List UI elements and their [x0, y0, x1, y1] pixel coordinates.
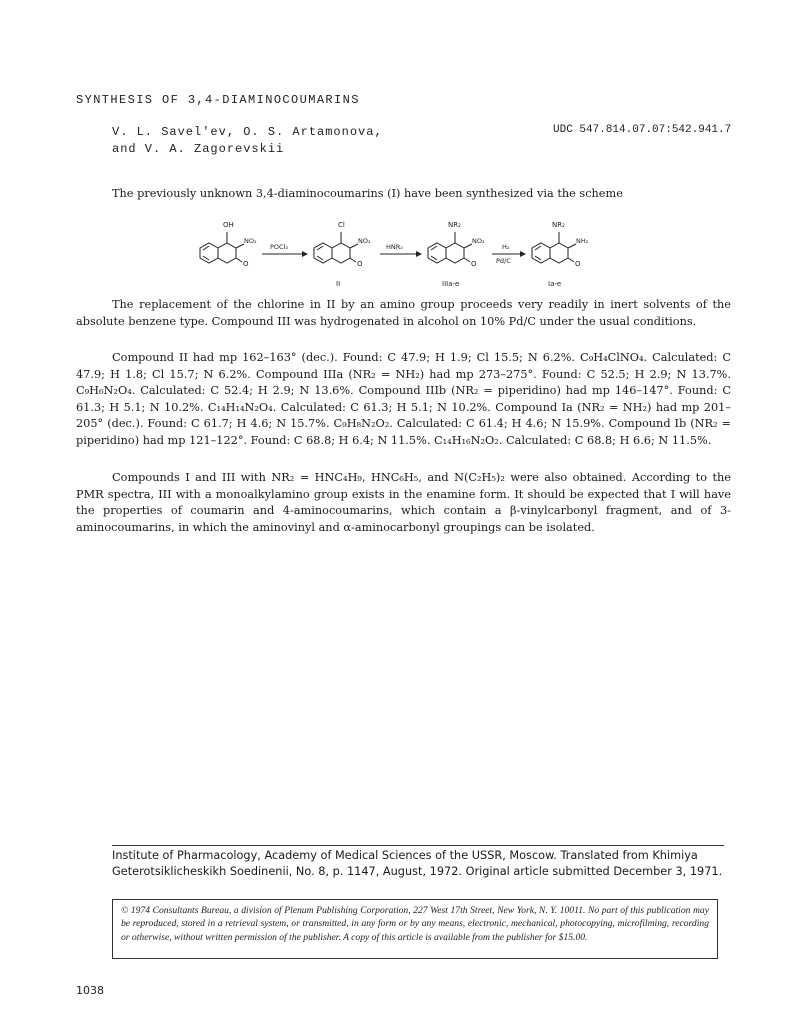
arrow-3-reagent-top: H₂	[502, 243, 510, 251]
compound-3-substituent: NR₂	[448, 221, 461, 229]
arrow-2-head	[416, 251, 422, 257]
compound-3-label: IIIa-e	[442, 280, 460, 288]
compound-3-structure	[428, 221, 485, 288]
compound-1-structure	[200, 221, 257, 268]
article-title: SYNTHESIS OF 3,4-DIAMINOCOUMARINS	[76, 93, 360, 107]
footnote-divider	[112, 845, 724, 846]
compound-4-substituent: NR₂	[552, 221, 565, 229]
authors-line-2: and V. A. Zagorevskii	[112, 142, 285, 156]
arrow-3-reagent-bottom: Pd/C	[496, 257, 511, 265]
affiliation-footnote: Institute of Pharmacology, Academy of Medical Sciences of the USSR, Moscow. Translated from Khimiya Geterotsiklicheskikh Soedinenii, No. 8, p. 1147, August, 1972. Original article submitted December 3, 1971.	[112, 849, 723, 879]
authors-line-1: V. L. Savel'ev, O. S. Artamonova,	[112, 125, 383, 139]
paragraph-3: Compounds I and III with NR₂ = HNC₄H₉, HNC₆H₅, and N(C₂H₅)₂ were also obtained. According to the PMR spectra, III with a monoalkylamino group exists in the enamine form. It should be expected that I will have the properties of coumarin and 4-aminocoumarins, which contain a β-vinylcarbonyl fragment, and of 3-aminocoumarins, in which the aminovinyl and α-aminocarbonyl groupings can be isolated.	[76, 471, 731, 534]
author-list	[112, 124, 383, 158]
reaction-scheme	[190, 210, 610, 300]
compound-2-label: II	[336, 280, 341, 288]
arrow-1-reagent: POCl₃	[270, 243, 288, 251]
compound-1-carbonyl-o: O	[243, 260, 249, 268]
compound-2-carbonyl-o: O	[357, 260, 363, 268]
udc-code: UDC 547.814.07.07:542.941.7	[553, 124, 732, 136]
arrow-3-head	[520, 251, 526, 257]
compound-1-nitro: NO₂	[244, 237, 257, 245]
compound-2-nitro: NO₂	[358, 237, 371, 245]
arrow-2-reagent: HNR₂	[386, 243, 403, 251]
compound-4-label: Ia-e	[548, 280, 562, 288]
compound-2-structure	[314, 221, 371, 288]
compound-3-carbonyl-o: O	[471, 260, 477, 268]
intro-sentence: The previously unknown 3,4-diaminocoumarins (I) have been synthesized via the scheme	[112, 187, 623, 200]
page-number: 1038	[76, 984, 104, 997]
compound-1-substituent: OH	[223, 221, 234, 229]
compound-2-substituent: Cl	[338, 221, 345, 229]
paragraph-1: The replacement of the chlorine in II by an amino group proceeds very readily in inert solvents of the absolute benzene type. Compound III was hydrogenated in alcohol on 10% Pd/C under the usual conditions.	[76, 298, 731, 328]
compound-4-carbonyl-o: O	[575, 260, 581, 268]
copyright-notice: © 1974 Consultants Bureau, a division of Plenum Publishing Corporation, 227 West 17th Street, New York, N. Y. 10011. No part of this publication may be reproduced, stored in a retrieval system, or transmitted, in any form or by any means, electronic, mechanical, photocopying, microfilming, recording or otherwise, without written permission of the publisher. A copy of this article is available from the publisher for $15.00.	[112, 899, 718, 959]
compound-4-amine: NH₂	[576, 237, 589, 245]
compound-3-nitro: NO₂	[472, 237, 485, 245]
arrow-1-head	[302, 251, 308, 257]
paragraph-2: Compound II had mp 162–163° (dec.). Found: C 47.9; H 1.9; Cl 15.5; N 6.2%. C₉H₄ClNO₄. Calculated: C 47.9; H 1.8; Cl 15.7; N 6.2%. Compound IIIa (NR₂ = NH₂) had mp 273–275°. Found: C 52.5; H 2.9; N 13.7%. C₉H₆N₂O₄. Calculated: C 52.4; H 2.9; N 13.6%. Compound IIIb (NR₂ = piperidino) had mp 146–147°. Found: C 61.3; H 5.1; N 10.2%. C₁₄H₁₄N₂O₄. Calculated: C 61.3; H 5.1; N 10.2%. Compound Ia (NR₂ = NH₂) had mp 201–205° (dec.). Found: C 61.7; H 4.6; N 15.7%. C₉H₈N₂O₂. Calculated: C 61.4; H 4.6; N 15.9%. Compound Ib (NR₂ = piperidino) had mp 121–122°. Found: C 68.8; H 6.4; N 11.5%. C₁₄H₁₆N₂O₂. Calculated: C 68.8; H 6.6; N 11.5%.	[76, 351, 731, 447]
compound-4-structure	[532, 221, 589, 288]
